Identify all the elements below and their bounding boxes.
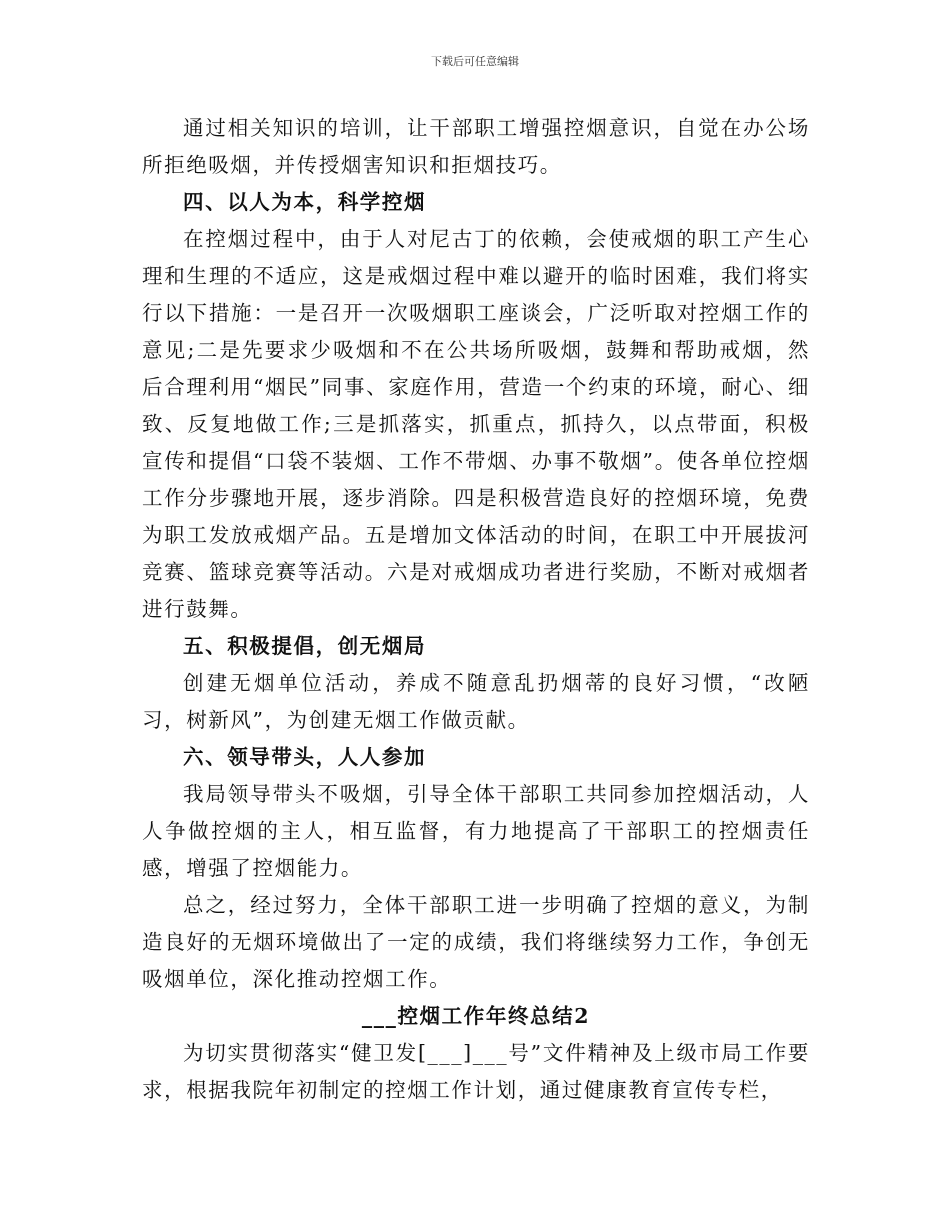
paragraph-measures: 在控烟过程中，由于人对尼古丁的依赖，会使戒烟的职工产生心理和生理的不适应，这是戒烟过程中难以避开的临时困难，我们将实行以下措施：一是召开一次吸烟职工座谈会，广泛听取对控烟工作的意见;二是先要求少吸烟和不在公共场所吸烟，鼓舞和帮助戒烟，然后合理利用“烟民”同事、家庭作用，营造一个约束的环境，耐心、细致、反复地做工作;三是抓落实，抓重点，抓持久，以点带面，积极宣传和提倡“口袋不装烟、工作不带烟、办事不敬烟”。使各单位控烟工作分步骤地开展，逐步消除。四是积极营造良好的控烟环境，免费为职工发放戒烟产品。五是增加文体活动的时间，在职工中开展拔河竞赛、篮球竞赛等活动。六是对戒烟成功者进行奖励，不断对戒烟者进行鼓舞。 <box>142 227 810 621</box>
heading-section-six: 六、领导带头，人人参加 <box>183 745 427 769</box>
page-header-note: 下载后可任意编辑 <box>431 55 519 68</box>
section-title-summary-2: ___控烟工作年终总结2 <box>361 1004 591 1028</box>
paragraph-leadership: 我局领导带头不吸烟，引导全体干部职工共同参加控烟活动，人人争做控烟的主人，相互监督，有力地提高了干部职工的控烟责任感，增强了控烟能力。 <box>142 782 810 880</box>
heading-section-four: 四、以人为本，科学控烟 <box>183 190 427 214</box>
paragraph-conclusion: 总之，经过努力，全体干部职工进一步明确了控烟的意义，为制造良好的无烟环境做出了一定的成绩，我们将继续努力工作，争创无吸烟单位，深化推动控烟工作。 <box>142 893 810 991</box>
document-body <box>142 110 810 1109</box>
paragraph-training: 通过相关知识的培训，让干部职工增强控烟意识，自觉在办公场所拒绝吸烟，并传授烟害知识和拒烟技巧。 <box>142 116 810 177</box>
paragraph-smoke-free-unit: 创建无烟单位活动，养成不随意乱扔烟蒂的良好习惯，“改陋习，树新风”，为创建无烟工作做贡献。 <box>142 671 810 732</box>
heading-section-five: 五、积极提倡，创无烟局 <box>183 634 427 658</box>
paragraph-summary-2-intro: 为切实贯彻落实“健卫发[___]___号”文件精神及上级市局工作要求，根据我院年初制定的控烟工作计划，通过健康教育宣传专栏， <box>142 1041 810 1102</box>
